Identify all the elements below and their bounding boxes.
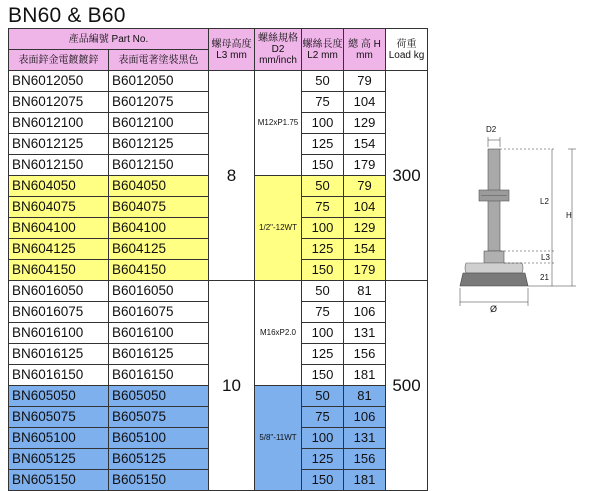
- leveling-foot-diagram: [440, 118, 590, 318]
- coated-finish-header: 表面電著塗裝黑色: [109, 50, 209, 71]
- total-height-value: 81: [344, 281, 386, 302]
- thread-length-value: 125: [302, 134, 344, 155]
- coated-part-number: B604075: [109, 197, 209, 218]
- thread-length-value: 75: [302, 302, 344, 323]
- total-height-value: 81: [344, 386, 386, 407]
- thread-length-header: 螺絲長度 L2 mm: [302, 29, 344, 71]
- zinc-part-number: BN6012150: [9, 155, 109, 176]
- zinc-part-number: BN6016125: [9, 344, 109, 365]
- zinc-part-number: BN604075: [9, 197, 109, 218]
- coated-part-number: B6012150: [109, 155, 209, 176]
- zinc-part-number: BN6016150: [9, 365, 109, 386]
- thread-length-value: 100: [302, 218, 344, 239]
- coated-part-number: B6012100: [109, 113, 209, 134]
- d2-label: D2: [486, 125, 497, 134]
- coated-part-number: B605125: [109, 449, 209, 470]
- thread-spec-header: 螺絲規格 D2 mm/inch: [255, 29, 302, 71]
- total-height-value: 79: [344, 176, 386, 197]
- coated-part-number: B6012075: [109, 92, 209, 113]
- coated-part-number: B605150: [109, 470, 209, 491]
- coated-part-number: B604150: [109, 260, 209, 281]
- thread-length-value: 50: [302, 176, 344, 197]
- load-header: 荷重 Load kg: [386, 29, 428, 71]
- thread-length-value: 100: [302, 113, 344, 134]
- total-height-value: 104: [344, 197, 386, 218]
- zinc-part-number: BN605150: [9, 470, 109, 491]
- page-title: BN60 & B60: [8, 4, 126, 27]
- zinc-finish-header: 表面鋅金電鍍鍍鋅: [9, 50, 109, 71]
- thread-spec-value: 5/8"-11WT: [255, 386, 302, 491]
- thread-spec-value: M16xP2.0: [255, 281, 302, 386]
- thread-length-value: 125: [302, 239, 344, 260]
- total-height-value: 154: [344, 239, 386, 260]
- part-no-header: 產品編號 Part No.: [9, 29, 209, 50]
- coated-part-number: B6016050: [109, 281, 209, 302]
- spec-table-body: [9, 71, 428, 491]
- zinc-part-number: BN6016075: [9, 302, 109, 323]
- thread-length-value: 150: [302, 260, 344, 281]
- thread-length-value: 125: [302, 344, 344, 365]
- h-label: H: [566, 211, 572, 220]
- thread-spec-value: M12xP1.75: [255, 71, 302, 176]
- total-height-header: 總 高 H mm: [344, 29, 386, 71]
- base-height-label: 21: [540, 273, 549, 282]
- thread-length-value: 50: [302, 71, 344, 92]
- thread-length-value: 100: [302, 323, 344, 344]
- coated-part-number: B604100: [109, 218, 209, 239]
- total-height-value: 131: [344, 428, 386, 449]
- total-height-value: 156: [344, 344, 386, 365]
- total-height-value: 181: [344, 365, 386, 386]
- zinc-part-number: BN605075: [9, 407, 109, 428]
- thread-length-value: 75: [302, 407, 344, 428]
- l3-label: L3: [541, 253, 550, 262]
- zinc-part-number: BN605050: [9, 386, 109, 407]
- zinc-part-number: BN6012050: [9, 71, 109, 92]
- total-height-value: 131: [344, 323, 386, 344]
- load-value: 500: [386, 281, 428, 491]
- thread-length-value: 50: [302, 386, 344, 407]
- table-row: [9, 71, 428, 92]
- swivel-base: [460, 251, 528, 286]
- nut-height-value: 8: [209, 71, 255, 281]
- nut-height-value: 10: [209, 281, 255, 491]
- thread-length-value: 75: [302, 92, 344, 113]
- total-height-value: 179: [344, 155, 386, 176]
- coated-part-number: B6016100: [109, 323, 209, 344]
- table-row: [9, 281, 428, 302]
- total-height-value: 181: [344, 470, 386, 491]
- coated-part-number: B605075: [109, 407, 209, 428]
- total-height-value: 79: [344, 71, 386, 92]
- coated-part-number: B605100: [109, 428, 209, 449]
- zinc-part-number: BN604150: [9, 260, 109, 281]
- l2-label: L2: [540, 197, 549, 206]
- zinc-part-number: BN604050: [9, 176, 109, 197]
- thread-length-value: 50: [302, 281, 344, 302]
- zinc-part-number: BN6012100: [9, 113, 109, 134]
- coated-part-number: B605050: [109, 386, 209, 407]
- zinc-part-number: BN605125: [9, 449, 109, 470]
- coated-part-number: B6016150: [109, 365, 209, 386]
- zinc-part-number: BN605100: [9, 428, 109, 449]
- coated-part-number: B6016125: [109, 344, 209, 365]
- hex-nut: [479, 190, 509, 201]
- zinc-part-number: BN6016050: [9, 281, 109, 302]
- thread-length-value: 150: [302, 155, 344, 176]
- total-height-value: 104: [344, 92, 386, 113]
- zinc-part-number: BN6012125: [9, 134, 109, 155]
- load-value: 300: [386, 71, 428, 281]
- coated-part-number: B604125: [109, 239, 209, 260]
- total-height-value: 106: [344, 407, 386, 428]
- zinc-part-number: BN604100: [9, 218, 109, 239]
- total-height-value: 106: [344, 302, 386, 323]
- thread-length-value: 100: [302, 428, 344, 449]
- zinc-part-number: BN6016100: [9, 323, 109, 344]
- total-height-value: 179: [344, 260, 386, 281]
- thread-length-value: 150: [302, 470, 344, 491]
- coated-part-number: B6012125: [109, 134, 209, 155]
- zinc-part-number: BN6012075: [9, 92, 109, 113]
- diameter-label: Ø: [490, 304, 498, 314]
- zinc-part-number: BN604125: [9, 239, 109, 260]
- coated-part-number: B604050: [109, 176, 209, 197]
- thread-length-value: 75: [302, 197, 344, 218]
- spec-table: [8, 28, 428, 491]
- total-height-value: 129: [344, 218, 386, 239]
- nut-height-header: 螺母高度 L3 mm: [209, 29, 255, 71]
- total-height-value: 154: [344, 134, 386, 155]
- coated-part-number: B6012050: [109, 71, 209, 92]
- thread-spec-value: 1/2"-12WT: [255, 176, 302, 281]
- total-height-value: 129: [344, 113, 386, 134]
- coated-part-number: B6016075: [109, 302, 209, 323]
- thread-length-value: 150: [302, 365, 344, 386]
- total-height-value: 156: [344, 449, 386, 470]
- thread-length-value: 125: [302, 449, 344, 470]
